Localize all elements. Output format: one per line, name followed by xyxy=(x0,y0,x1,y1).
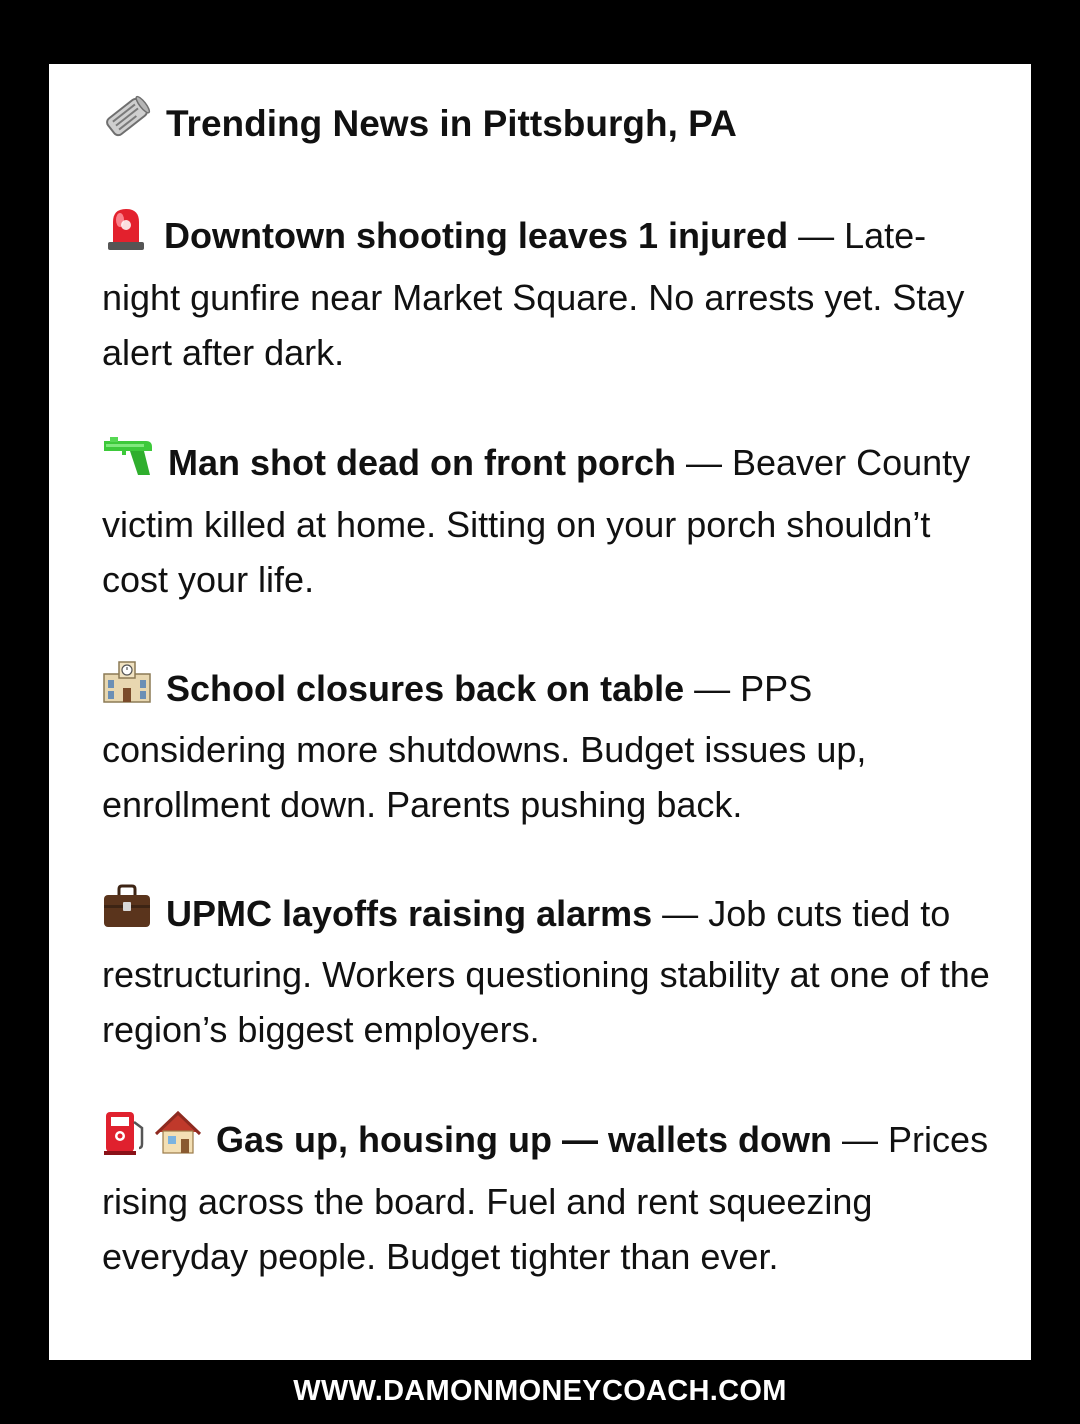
news-headline: School closures back on table xyxy=(166,668,685,710)
news-dash: — xyxy=(652,893,709,935)
news-item xyxy=(102,1111,991,1284)
page-title: Trending News in Pittsburgh, PA xyxy=(166,103,737,144)
briefcase-icon xyxy=(102,883,152,944)
news-item xyxy=(102,886,991,1057)
fuel-pump-icon xyxy=(102,1108,148,1171)
news-body: Beaver County victim killed at home. Sitting on your porch shouldn’t cost your life. xyxy=(102,442,971,600)
water-pistol-icon xyxy=(102,431,154,494)
newspaper-icon xyxy=(102,92,152,156)
news-dash: — xyxy=(684,668,741,710)
news-body: PPS considering more shutdowns. Budget issues up, enrollment down. Parents pushing back. xyxy=(102,668,867,825)
house-icon xyxy=(154,1108,202,1171)
post-card xyxy=(49,64,1031,1360)
news-body: Prices rising across the board. Fuel and rent squeezing everyday people. Budget tighter than ever. xyxy=(102,1119,989,1277)
news-headline: Gas up, housing up — wallets down xyxy=(216,1119,833,1161)
news-headline: Downtown shooting leaves 1 injured xyxy=(164,215,789,257)
news-item xyxy=(102,661,991,832)
news-item xyxy=(102,434,991,607)
news-headline: Man shot dead on front porch xyxy=(168,442,676,484)
school-building-icon xyxy=(102,658,152,719)
post-title-line xyxy=(102,98,991,150)
website-url-footer: WWW.DAMONMONEYCOACH.COM xyxy=(293,1375,787,1407)
news-dash: — xyxy=(832,1119,889,1161)
news-body: Job cuts tied to restructuring. Workers questioning stability at one of the region’s biggest employers. xyxy=(102,893,990,1050)
news-headline: UPMC layoffs raising alarms xyxy=(166,893,653,935)
news-body: Late-night gunfire near Market Square. No arrests yet. Stay alert after dark. xyxy=(102,215,965,373)
news-item xyxy=(102,207,991,380)
news-dash: — xyxy=(675,442,732,484)
siren-icon xyxy=(102,204,150,267)
news-dash: — xyxy=(788,215,845,257)
